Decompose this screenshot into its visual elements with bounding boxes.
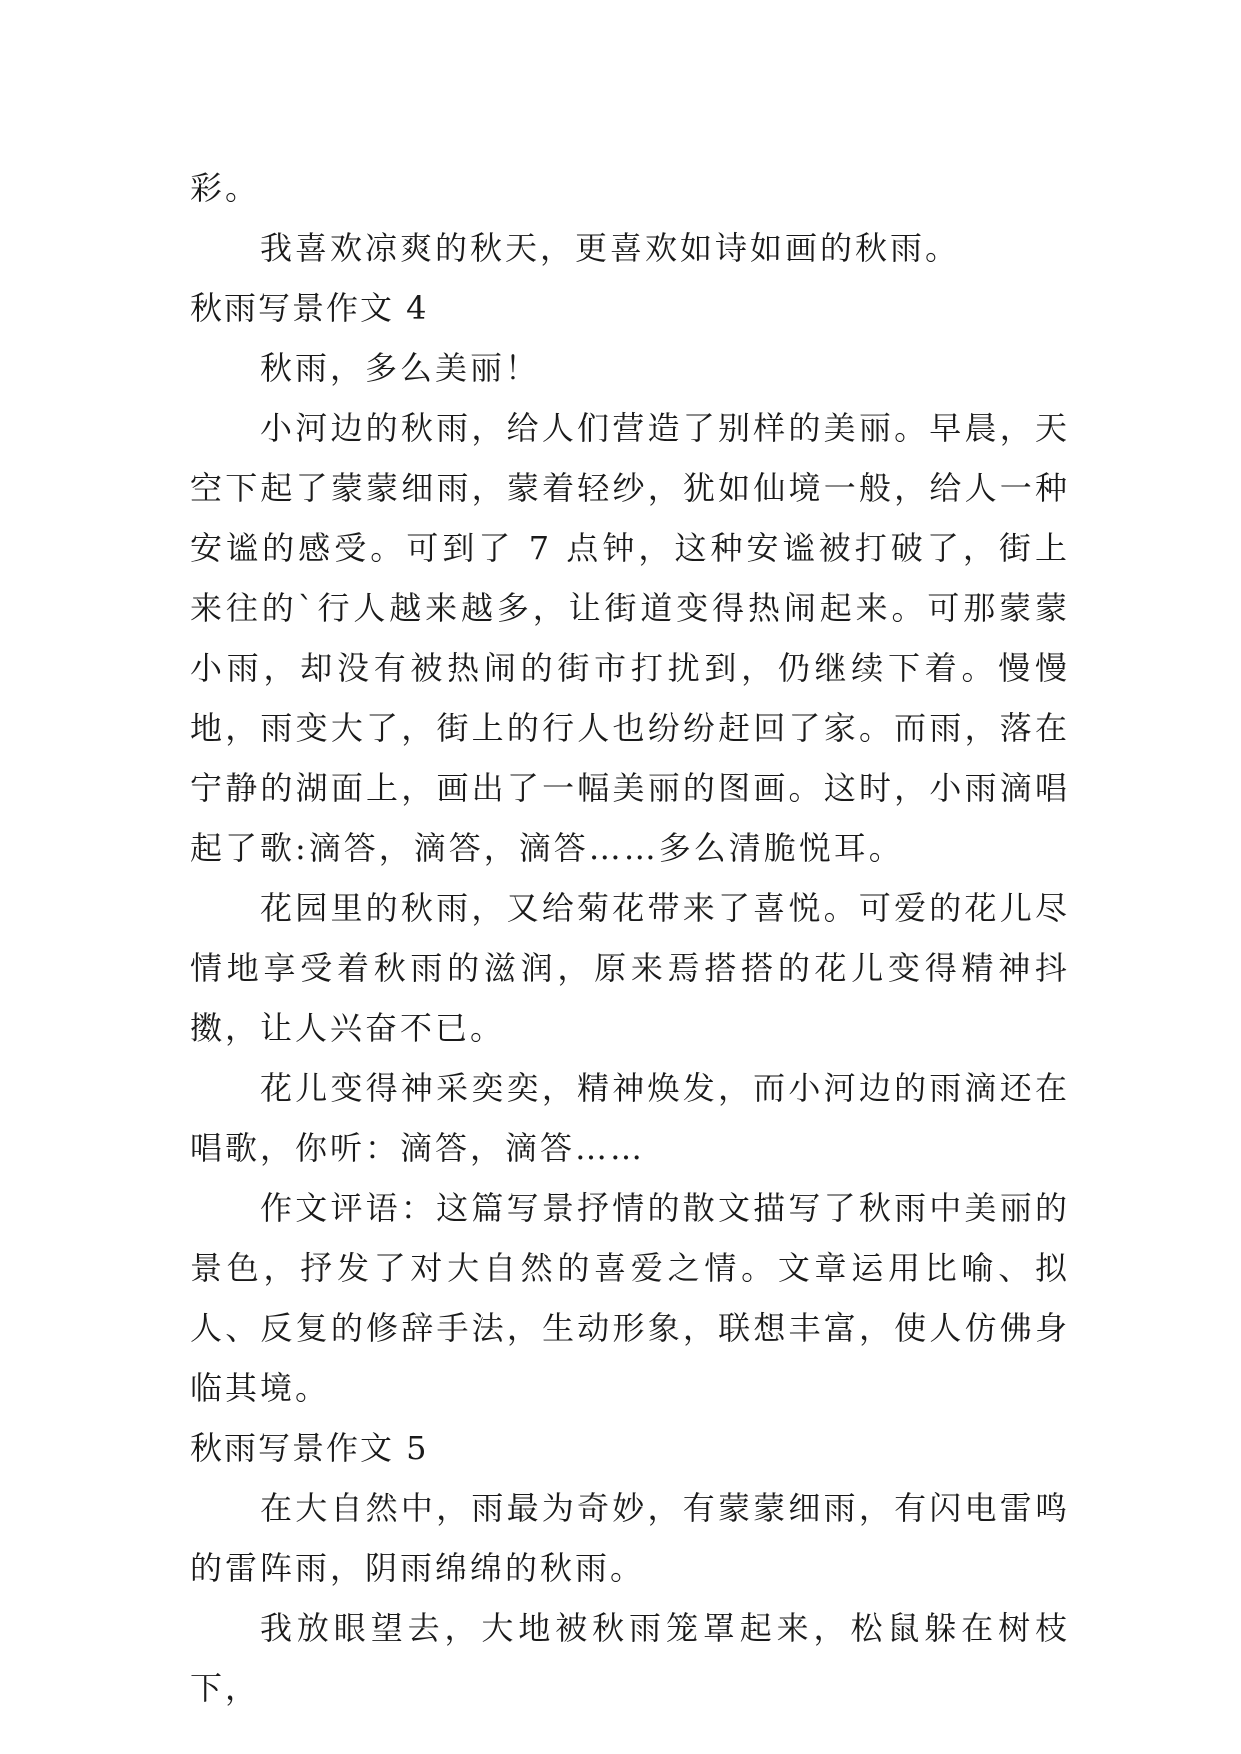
section-heading: 秋雨写景作文 4 bbox=[190, 289, 429, 327]
document-body bbox=[190, 158, 1070, 1718]
section-heading: 秋雨写景作文 5 bbox=[190, 1429, 429, 1467]
paragraph: 小河边的秋雨，给人们营造了别样的美丽。早晨，天空下起了蒙蒙细雨，蒙着轻纱，犹如仙境一般，给人一种安谧的感受。可到了 7 点钟，这种安谧被打破了，街上来往的`行人越来越多，让街道变得热闹起来。可那蒙蒙小雨，却没有被热闹的街市打扰到，仍继续下着。慢慢地，雨变大了，街上的行人也纷纷赶回了家。而雨，落在宁静的湖面上，画出了一幅美丽的图画。这时，小雨滴唱起了歌:滴答，滴答，滴答……多么清脆悦耳。 bbox=[190, 409, 1070, 867]
paragraph-continuation: 彩。 bbox=[190, 169, 261, 207]
paragraph: 花儿变得神采奕奕，精神焕发，而小河边的雨滴还在唱歌，你听：滴答，滴答…… bbox=[190, 1069, 1070, 1167]
paragraph: 花园里的秋雨，又给菊花带来了喜悦。可爱的花儿尽情地享受着秋雨的滋润，原来焉搭搭的花儿变得精神抖擞，让人兴奋不已。 bbox=[190, 889, 1070, 1047]
paragraph: 在大自然中，雨最为奇妙，有蒙蒙细雨，有闪电雷鸣的雷阵雨，阴雨绵绵的秋雨。 bbox=[190, 1489, 1070, 1587]
paragraph: 秋雨，多么美丽！ bbox=[260, 349, 541, 387]
paragraph: 我喜欢凉爽的秋天，更喜欢如诗如画的秋雨。 bbox=[260, 229, 961, 267]
paragraph-comment: 作文评语：这篇写景抒情的散文描写了秋雨中美丽的景色，抒发了对大自然的喜爱之情。文章运用比喻、拟人、反复的修辞手法，生动形象，联想丰富，使人仿佛身临其境。 bbox=[190, 1189, 1070, 1407]
paragraph: 我放眼望去，大地被秋雨笼罩起来，松鼠躲在树枝下， bbox=[190, 1609, 1070, 1707]
